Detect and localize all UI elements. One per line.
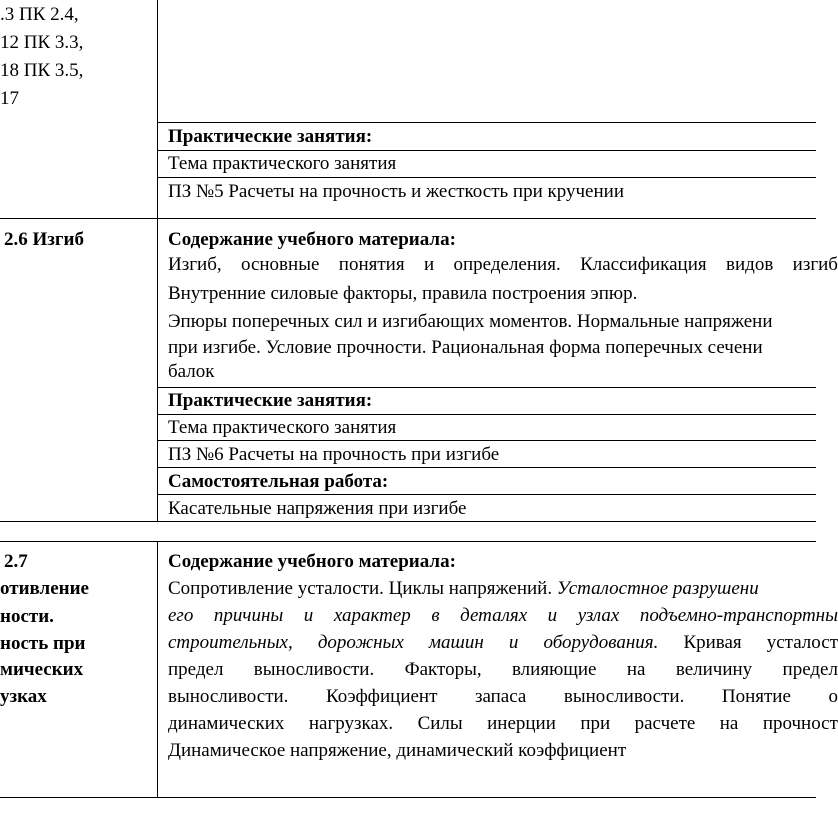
row-rule — [157, 494, 816, 495]
word: видов — [726, 254, 774, 275]
content-line — [168, 605, 838, 627]
word: определения. — [453, 254, 561, 275]
practical-heading: Практические занятия: — [168, 390, 373, 411]
practical-topic-header: Тема практического занятия — [168, 417, 397, 438]
competency-line: .3 ПК 2.4, — [0, 4, 79, 25]
content-line: при изгибе. Условие прочности. Рациональная форма поперечных сечени — [168, 337, 763, 358]
word: машин — [428, 632, 484, 653]
word: оборудования. — [543, 632, 659, 653]
word: о — [828, 686, 838, 707]
topic-label: отивление — [0, 578, 89, 599]
row-rule — [157, 414, 816, 415]
column-divider-upper — [157, 0, 158, 521]
word: Понятие — [721, 686, 791, 707]
competency-line: 12 ПК 3.3, — [0, 32, 84, 53]
word: запаса — [474, 686, 527, 707]
word: дорожных — [317, 632, 404, 653]
word: Силы — [417, 713, 463, 734]
word: понятия — [338, 254, 405, 275]
self-work-item: Касательные напряжения при изгибе — [168, 498, 467, 519]
topic-label: узках — [0, 686, 47, 707]
word: причины — [213, 605, 284, 626]
word: инерции — [487, 713, 556, 734]
row-rule — [157, 467, 816, 468]
row-rule — [0, 218, 816, 219]
content-line: балок — [168, 361, 215, 382]
word: при — [580, 713, 611, 734]
word: Изгиб, — [168, 254, 222, 275]
word: основные — [240, 254, 320, 275]
word: и — [303, 605, 314, 626]
content-heading: Содержание учебного материала: — [168, 229, 456, 250]
competency-line: 17 — [0, 88, 19, 109]
word: и — [547, 605, 558, 626]
word: узлах — [577, 605, 620, 626]
word: прочност — [762, 713, 838, 734]
word: величину — [675, 659, 753, 680]
content-line: Внутренние силовые факторы, правила построения эпюр. — [168, 283, 638, 304]
practical-topic-header: Тема практического занятия — [168, 153, 397, 174]
content-heading: Содержание учебного материала: — [168, 551, 456, 572]
word: изгиб — [792, 254, 838, 275]
content-line — [168, 632, 838, 654]
topic-label: 2.6 Изгиб — [4, 229, 84, 250]
row-rule — [0, 521, 816, 522]
row-rule — [0, 797, 816, 798]
word: на — [719, 713, 739, 734]
topic-label: мических — [0, 659, 84, 680]
word: Факторы, — [404, 659, 482, 680]
word: характер — [333, 605, 411, 626]
word: на — [626, 659, 646, 680]
word: деталях — [460, 605, 528, 626]
content-line — [168, 578, 759, 600]
content-line: Динамическое напряжение, динамический коэффициент — [168, 740, 627, 761]
text-run-italic: Усталостное разрушени — [556, 578, 759, 599]
word: и — [423, 254, 435, 275]
word: Коэффициент — [325, 686, 438, 707]
word: подъемно-транспортны — [639, 605, 838, 626]
word: динамических — [168, 713, 285, 734]
self-work-heading: Самостоятельная работа: — [168, 471, 389, 492]
row-rule — [157, 122, 816, 123]
practical-item: ПЗ №5 Расчеты на прочность и жесткость при кручении — [168, 181, 624, 202]
word: нагрузках. — [308, 713, 394, 734]
word: усталост — [766, 632, 838, 653]
row-rule — [157, 177, 816, 178]
word: влияющие — [511, 659, 597, 680]
topic-label: ность при — [0, 633, 86, 654]
topic-label: 2.7 — [4, 551, 28, 572]
content-line — [168, 254, 838, 276]
row-rule — [0, 541, 816, 542]
word: в — [431, 605, 440, 626]
content-line — [168, 713, 838, 735]
word: предел — [782, 659, 838, 680]
word: выносливости. — [168, 686, 289, 707]
topic-label: ности. — [0, 606, 54, 627]
word: предел — [168, 659, 224, 680]
text-run: Сопротивление усталости. Циклы напряжений. — [168, 578, 557, 599]
content-line: Эпюры поперечных сил и изгибающих моментов. Нормальные напряжени — [168, 311, 773, 332]
content-line — [168, 659, 838, 681]
row-rule — [157, 150, 816, 151]
column-divider-lower — [157, 541, 158, 798]
practical-item: ПЗ №6 Расчеты на прочность при изгибе — [168, 444, 500, 465]
word: и — [508, 632, 519, 653]
word: Кривая — [683, 632, 742, 653]
practical-heading: Практические занятия: — [168, 126, 373, 147]
content-line — [168, 686, 838, 708]
row-rule — [157, 387, 816, 388]
word: строительных, — [168, 632, 293, 653]
word: выносливости. — [563, 686, 685, 707]
word: расчете — [634, 713, 696, 734]
row-rule — [157, 440, 816, 441]
competency-line: 18 ПК 3.5, — [0, 60, 84, 81]
word: его — [168, 605, 194, 626]
word: Классификация — [580, 254, 707, 275]
word: выносливости. — [253, 659, 375, 680]
